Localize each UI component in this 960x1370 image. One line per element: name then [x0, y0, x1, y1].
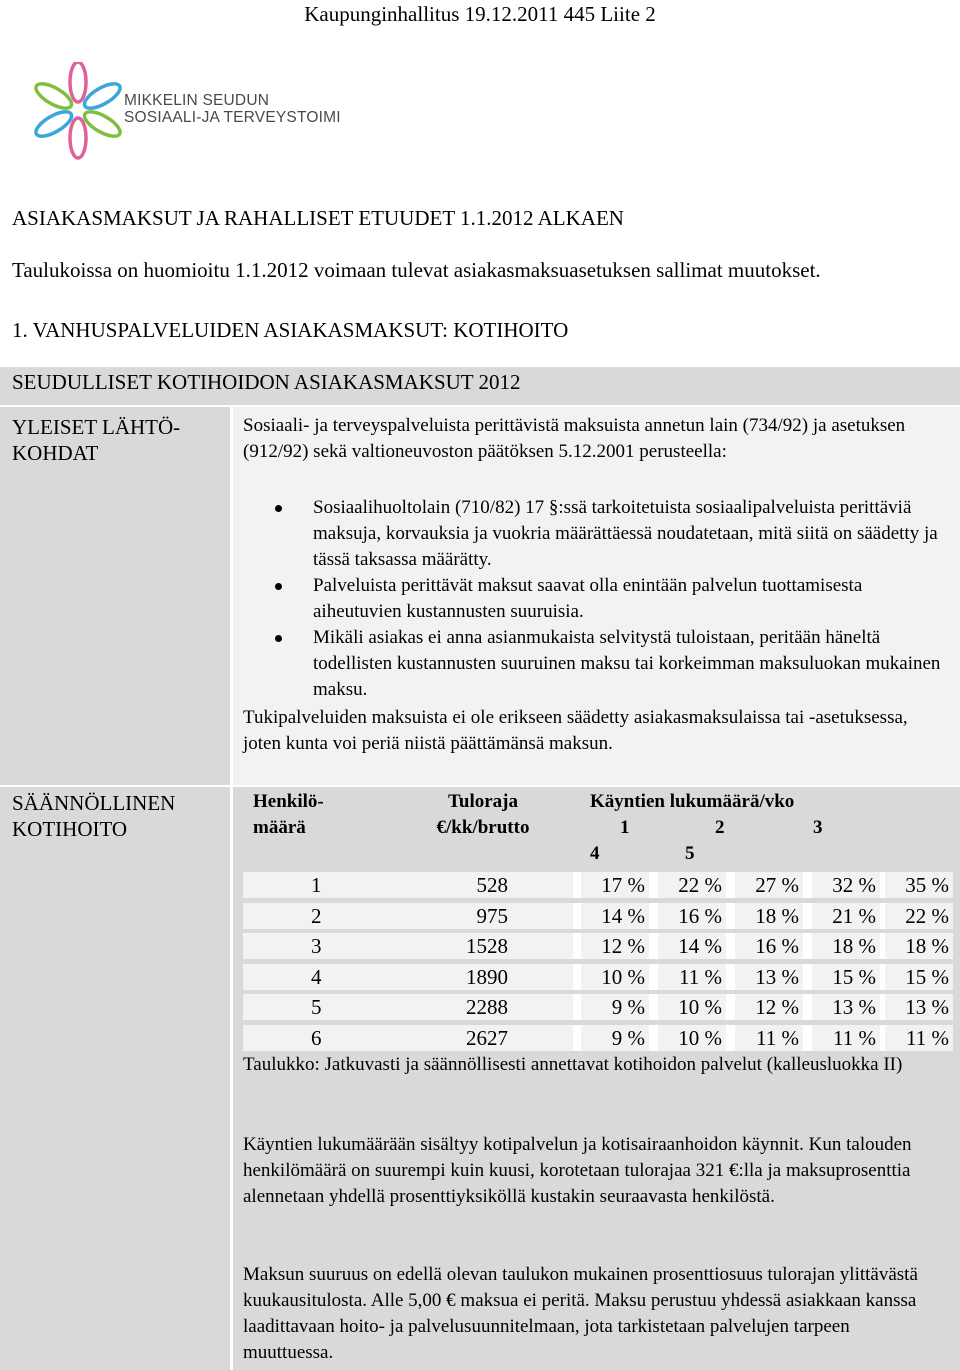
col-persons-header: Henkilö-määrä	[253, 791, 324, 838]
table-row	[243, 872, 949, 898]
percent-cell: 9 %	[581, 1025, 649, 1051]
percent-cell: 14 %	[658, 933, 726, 959]
percent-cell: 10 %	[658, 1025, 726, 1051]
persons-cell: 4	[311, 964, 322, 989]
logo-text	[124, 92, 341, 126]
persons-cell: 5	[311, 995, 322, 1020]
page-title: ASIAKASMAKSUT JA RAHALLISET ETUUDET 1.1.2012 ALKAEN	[12, 206, 624, 230]
table-row	[243, 1025, 949, 1051]
note-visits: Käyntien lukumäärään sisältyy kotipalvelun ja kotisairaanhoidon käynnit. Kun talouden henkilömäärä on suurempi kuin kuusi, korotetaan tulorajaa 321 €:lla ja maksuprosenttia alennetaan yhdellä prosenttiyksiköllä kustakin seuraavasta henkilöstä.	[243, 1134, 912, 1207]
visit-count-2: 2	[715, 817, 725, 838]
income-cell: 975	[476, 903, 508, 928]
regular-label: SÄÄNNÖLLINEN KOTIHOITO	[12, 791, 176, 841]
general-content-cell	[233, 407, 960, 785]
percent-cell: 10 %	[658, 994, 726, 1020]
row-background	[243, 903, 573, 929]
percent-cell: 22 %	[658, 872, 726, 898]
percent-cell: 11 %	[885, 1025, 953, 1051]
percent-cell: 27 %	[735, 872, 803, 898]
income-cell: 2288	[466, 995, 508, 1020]
percent-cell: 16 %	[658, 903, 726, 929]
percent-cell: 21 %	[812, 903, 880, 929]
percent-cell: 11 %	[812, 1025, 880, 1051]
note-fee: Maksun suuruus on edellä olevan taulukon mukainen prosenttiosuus tulorajan ylittävästä kuukausitulosta. Alle 5,00 € maksua ei peritä. Maksu perustuu yhdessä asiakkaan kanssa laadittavaan hoito- ja palvelusuunnitelmaan, jota tarkistetaan palvelujen tarpeen muuttuessa.	[243, 1264, 918, 1363]
percent-cell: 15 %	[812, 964, 880, 990]
bullet-item: Sosiaalihuoltolain (710/82) 17 §:ssä tarkoitetuista sosiaalipalveluista perittäviä maksuja, korvauksia ja vuokria määrättäessä noudatetaan, mitä siitä on säädetty ja tässä taksassa määrätty.	[243, 495, 943, 573]
general-bullet-list	[243, 495, 943, 703]
percent-cell: 13 %	[735, 964, 803, 990]
table-row	[243, 933, 949, 959]
percent-cell: 14 %	[581, 903, 649, 929]
persons-cell: 3	[311, 934, 322, 959]
table-caption: Taulukko: Jatkuvasti ja säännöllisesti annettavat kotihoidon palvelut (kalleusluokka II)	[243, 1054, 903, 1075]
visit-count-5: 5	[685, 843, 695, 864]
income-cell: 528	[476, 873, 508, 897]
percent-cell: 10 %	[581, 964, 649, 990]
table-row	[243, 903, 949, 929]
percent-cell: 32 %	[812, 872, 880, 898]
subtitle: Taulukoissa on huomioitu 1.1.2012 voimaan tulevat asiakasmaksuasetuksen sallimat muutokset.	[12, 258, 821, 282]
percent-cell: 18 %	[735, 903, 803, 929]
general-label: YLEISET LÄHTÖ-KOHDAT	[12, 415, 181, 465]
persons-cell: 6	[311, 1026, 322, 1050]
income-cell: 1890	[466, 964, 508, 989]
general-label-cell	[0, 407, 230, 785]
visit-count-3: 3	[813, 817, 823, 838]
col-visits-header: Käyntien lukumäärä/vko	[590, 791, 795, 812]
persons-cell: 1	[311, 873, 322, 897]
percent-cell: 11 %	[735, 1025, 803, 1051]
logo-line1: MIKKELIN SEUDUN	[124, 92, 270, 109]
regular-label-cell	[0, 787, 230, 1370]
percent-cell: 18 %	[885, 933, 953, 959]
row-background	[243, 933, 573, 959]
percent-cell: 13 %	[885, 994, 953, 1020]
document-header: Kaupunginhallitus 19.12.2011 445 Liite 2	[304, 2, 656, 26]
percent-cell: 17 %	[581, 872, 649, 898]
logo-line2: SOSIAALI-JA TERVEYSTOIMI	[124, 109, 341, 126]
section-heading: 1. VANHUSPALVELUIDEN ASIAKASMAKSUT: KOTIHOITO	[12, 318, 569, 342]
percent-cell: 18 %	[812, 933, 880, 959]
percent-cell: 16 %	[735, 933, 803, 959]
bullet-item: Mikäli asiakas ei anna asianmukaista selvitystä tuloistaan, peritään häneltä todellisten kustannusten suuruinen maksu tai korkeimman maksuluokan mukainen maksu.	[243, 625, 943, 703]
visit-count-4: 4	[590, 843, 600, 864]
row-background	[243, 964, 573, 990]
col-income-header: Tuloraja €/kk/brutto	[436, 791, 530, 838]
band-heading: SEUDULLISET KOTIHOIDON ASIAKASMAKSUT 2012	[0, 367, 960, 405]
income-cell: 1528	[466, 934, 508, 959]
table-row	[243, 994, 949, 1020]
persons-cell: 2	[311, 903, 322, 928]
general-outro: Tukipalveluiden maksuista ei ole erikseen säädetty asiakasmaksulaissa tai -asetuksessa, joten kunta voi periä niistä päättämänsä maksun.	[243, 707, 908, 754]
row-background	[243, 872, 573, 898]
percent-cell: 22 %	[885, 903, 953, 929]
table-row	[243, 964, 949, 990]
bullet-item: Palveluista perittävät maksut saavat olla enintään palvelun tuottamisesta aiheutuvien kustannusten suuruisia.	[243, 573, 943, 625]
percent-cell: 13 %	[812, 994, 880, 1020]
percent-cell: 12 %	[581, 933, 649, 959]
percent-cell: 15 %	[885, 964, 953, 990]
percent-cell: 9 %	[581, 994, 649, 1020]
percent-cell: 11 %	[658, 964, 726, 990]
percent-cell: 12 %	[735, 994, 803, 1020]
visit-count-1: 1	[620, 817, 630, 838]
row-background	[243, 994, 573, 1020]
general-intro: Sosiaali- ja terveyspalveluista perittävistä maksuista annetun lain (734/92) ja asetuksen (912/92) sekä valtioneuvoston päätöksen 5.12.2001 perusteella:	[243, 415, 906, 462]
percent-cell: 35 %	[885, 872, 953, 898]
income-cell: 2627	[466, 1026, 508, 1050]
row-background	[243, 1025, 573, 1051]
